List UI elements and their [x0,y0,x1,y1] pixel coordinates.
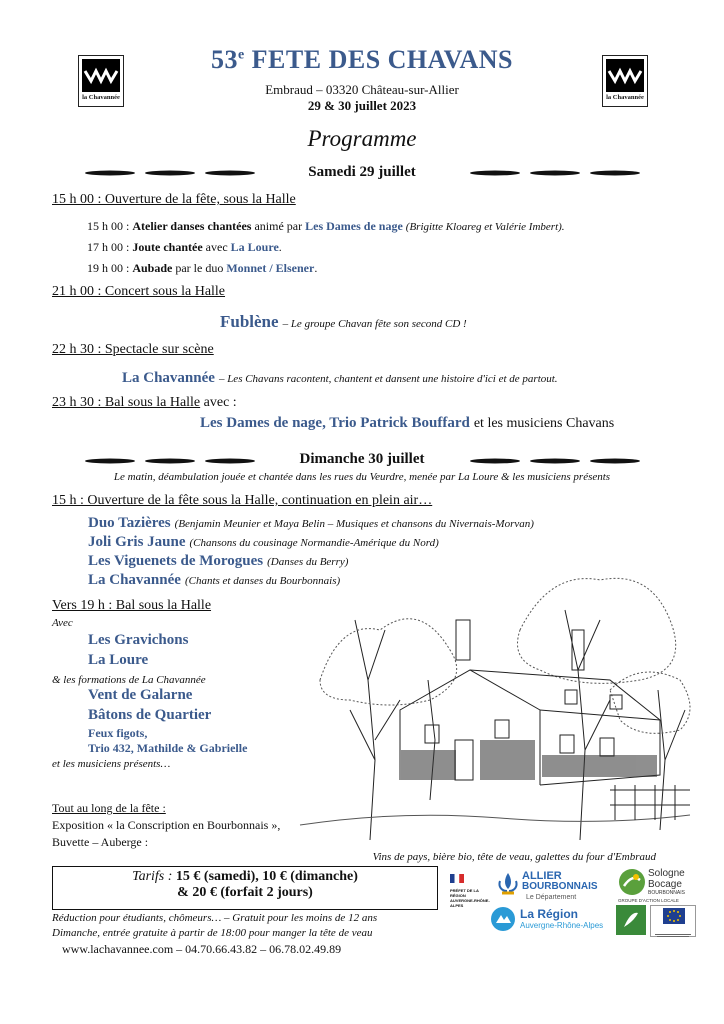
programme-heading: Programme [307,126,417,151]
prefet-text: PRÉFET DE LA RÉGION AUVERGNE-RHÔNE-ALPES [450,888,490,908]
page-title [0,45,724,75]
sologne-logo-icon [618,868,646,896]
eu-flag-icon [651,906,695,928]
tarifs-forfait: & 20 € (forfait 2 jours) [177,885,313,900]
time: 17 h 00 : [87,240,130,254]
edition-number: 53 [210,45,238,74]
group-note: (Benjamin Meunier et Maya Belin – Musiques et chansons du Nivernais-Morvan) [174,518,534,530]
activity: Aubade [132,261,173,275]
sun-bal-group-3: Vent de Galarne [88,687,193,703]
sat-opening: 15 h 00 : Ouverture de la fête, sous la Halle [52,192,296,207]
sun-musiciens: et les musiciens présents… [52,758,171,770]
activity: Joute chantée [132,240,203,254]
artist: La Loure [230,240,279,254]
sponsor-prefet [450,870,490,908]
footer-food: Vins de pays, bière bio, tête de veau, galettes du four d'Embraud [372,851,656,863]
footer-all-along: Tout au long de la fête : [52,801,166,815]
artist: La Chavannée [122,370,215,386]
sun-opening: 15 h : Ouverture de la fête sous la Halle, continuation en plein air… [52,493,433,508]
sun-group-1 [88,514,534,532]
sat-item-joute [87,240,282,255]
group-name: Les Viguenets de Morogues [88,553,264,569]
artists: Les Dames de nage, Trio Patrick Bouffard [200,415,470,431]
footer-expo: Exposition « la Conscription en Bourbonnais », [52,818,281,832]
tarifs-box [52,866,438,910]
sun-bal-group-1: Les Gravichons [88,632,189,648]
sat-concert-detail [220,312,467,332]
connector: animé par [254,219,303,233]
gal-text: GROUPE D'ACTION LOCALE [618,898,679,903]
sat-item-aubade [87,261,317,276]
sun-bal-group-4: Bâtons de Quartier [88,707,212,723]
artists-end: et les musiciens Chavans [473,416,615,431]
region-name-text: Auvergne-Rhône-Alpes [520,921,604,930]
tarifs-values: 15 € (samedi), 10 € (dimanche) [175,869,358,884]
festival-name: FETE DES CHAVANS [251,45,514,74]
divider-right [470,168,640,178]
logo-text: la Chavannée [82,94,120,101]
region-logo-icon [490,906,516,932]
tarifs-line-1 [53,869,437,885]
connector: avec : [203,395,237,410]
sun-avec: Avec [52,617,73,629]
sun-bal-group-5: Feux figots, [88,726,148,740]
edition-suffix: e [237,47,245,63]
logo-text: la Chavannée [606,94,644,101]
footer-reduction: Réduction pour étudiants, chômeurs… – Gratuit pour les moins de 12 ans [52,912,378,924]
artist: Fublène [220,312,279,331]
sun-group-2 [88,533,439,551]
sun-bal-group-2: La Loure [88,652,149,668]
tarifs-line-2 [53,885,437,901]
leader-logo-icon [616,905,646,935]
sun-bal-group-6: Trio 432, Mathilde & Gabrielle [88,741,248,755]
artist: Les Dames de nage [305,219,403,233]
flag-icon [450,874,464,883]
region-text: La Région [520,907,579,921]
dates: 29 & 30 juillet 2023 [307,98,417,113]
time: 15 h 00 : [87,219,130,233]
footer-dimanche: Dimanche, entrée gratuite à partir de 18:00 pour manger la tête de veau [52,927,373,939]
footer-contact: www.lachavannee.com – 04.70.66.43.82 – 06.78.02.49.89 [62,942,342,956]
artist: Monnet / Elsener [226,261,315,275]
sat-spectacle-detail [122,369,558,387]
sat-spectacle: 22 h 30 : Spectacle sur scène [52,342,214,357]
sun-bal: Vers 19 h : Bal sous la Halle [52,598,212,613]
group-name: Duo Tazières [88,515,171,531]
sunday-heading: Dimanche 30 juillet [299,451,425,467]
bourbonnais-small-text: BOURBONNAIS [648,890,685,896]
group-note: (Chants et danses du Bourbonnais) [184,575,341,587]
group-name: La Chavannée [88,572,181,588]
sat-bal [52,395,237,411]
group-note: (Danses du Berry) [267,556,349,568]
sat-item-atelier [87,219,565,234]
location: Embraud – 03320 Château-sur-Allier [265,82,459,97]
sologne-text: Sologne [648,868,685,879]
departement-text: Le Département [526,894,577,901]
saturday-heading: Samedi 29 juillet [308,164,416,180]
connector: par le duo [175,261,224,275]
fleur-de-lis-icon [496,871,520,899]
bourbonnais-text: BOURBONNAIS [522,881,598,892]
activity: Atelier danses chantées [132,219,252,233]
sun-formations: & les formations de La Chavannée [52,674,206,686]
sat-concert: 21 h 00 : Concert sous la Halle [52,284,226,299]
note: – Le groupe Chavan fête son second CD ! [282,318,467,330]
sat-bal-detail [200,414,614,432]
group-note: (Chansons du cousinage Normandie-Amérique du Nord) [189,537,439,549]
time: 19 h 00 : [87,261,130,275]
sunday-morning: Le matin, déambulation jouée et chantée dans les rues du Veurdre, menée par La Loure & les musiciens présents [113,471,611,483]
allier-text: ALLIER [522,870,562,882]
punct: . [278,240,282,254]
note: (Brigitte Kloareg et Valérie Imbert). [405,221,565,233]
group-name: Joli Gris Jaune [88,534,186,550]
divider-right [470,456,640,466]
sponsor-eu [650,905,696,937]
bocage-text: Bocage [648,879,682,890]
tarifs-label: Tarifs : [132,869,173,884]
bal-title: 23 h 30 : Bal sous la Halle [52,395,201,410]
punct: . [314,261,318,275]
connector: avec [205,240,228,254]
sponsor-leader [616,905,646,935]
note: – Les Chavans racontent, chantent et dansent une histoire d'ici et de partout. [218,373,558,385]
house-illustration [280,560,700,845]
footer-buvette: Buvette – Auberge : [52,835,149,849]
